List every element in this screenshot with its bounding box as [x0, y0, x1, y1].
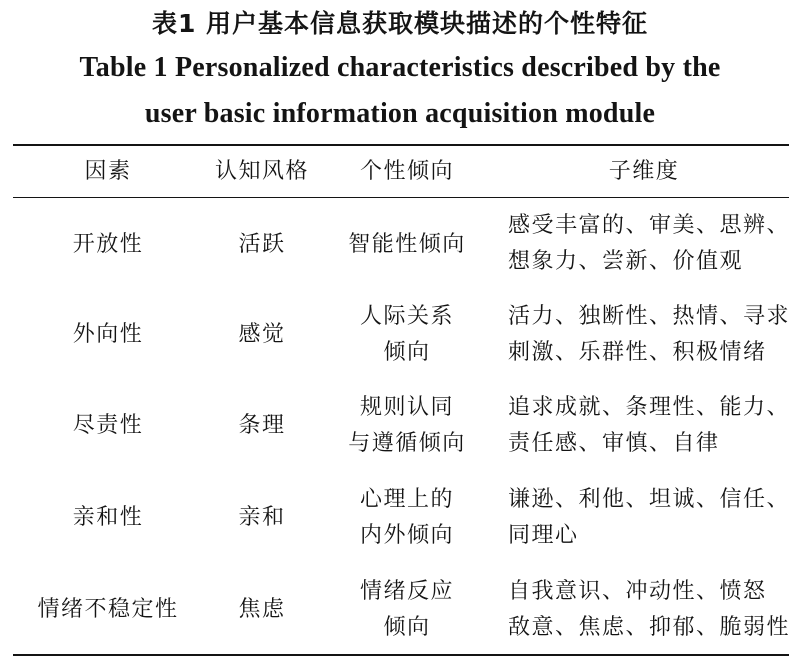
row-2-sub-line2: 刺激、乐群性、积极情绪: [508, 340, 767, 365]
row-2-sub-line1: 活力、独断性、热情、寻求: [508, 304, 791, 329]
row-1-sub-line2: 想象力、尝新、价值观: [508, 249, 744, 274]
row-5-sub-line1: 自我意识、冲动性、愤怒: [508, 579, 767, 604]
row-3-sub-line2: 责任感、审慎、自律: [508, 431, 720, 456]
row-3-style: 条理: [238, 413, 286, 438]
row-1-factor: 开放性: [72, 232, 144, 257]
row-2-tendency-line2: 倾向: [383, 340, 431, 365]
row-4-sub-line2: 同理心: [508, 523, 579, 548]
row-4-style: 亲和: [238, 505, 286, 530]
row-2-tendency-line1: 人际关系: [359, 304, 455, 329]
row-3-tendency-line2: 与遵循倾向: [348, 431, 466, 456]
row-4-sub-line1: 谦逊、利他、坦诚、信任、: [508, 487, 791, 512]
row-5-style: 焦虑: [238, 597, 286, 622]
table-header-rule: [13, 197, 789, 198]
header-cognitive-style: 认知风格: [214, 159, 310, 184]
row-2-factor: 外向性: [72, 322, 144, 347]
row-5-tendency-line1: 情绪反应: [359, 579, 455, 604]
row-1-tendency: 智能性倾向: [348, 232, 466, 257]
row-3-factor: 尽责性: [72, 413, 144, 438]
row-5-factor: 情绪不稳定性: [37, 597, 179, 622]
row-2-style: 感觉: [238, 322, 286, 347]
row-1-sub-line1: 感受丰富的、审美、思辨、: [508, 213, 791, 238]
row-4-factor: 亲和性: [72, 505, 144, 530]
row-4-tendency-line1: 心理上的: [359, 487, 455, 512]
row-5-tendency-line2: 倾向: [383, 615, 431, 640]
header-sub-dimension: 子维度: [608, 159, 680, 184]
table-bottom-rule: [13, 654, 789, 656]
row-3-tendency-line1: 规则认同: [359, 395, 455, 420]
table-caption-english-line1: Table 1 Personalized characteristics described by the: [79, 52, 721, 83]
table-caption-english-line2: user basic information acquisition module: [144, 98, 656, 129]
row-1-style: 活跃: [238, 232, 286, 257]
row-5-sub-line2: 敌意、焦虑、抑郁、脆弱性: [508, 615, 791, 640]
row-3-sub-line1: 追求成就、条理性、能力、: [508, 395, 791, 420]
header-personality-tendency: 个性倾向: [359, 159, 455, 184]
row-4-tendency-line2: 内外倾向: [359, 523, 455, 548]
table-top-rule: [13, 144, 789, 146]
header-factor: 因素: [84, 159, 132, 184]
table-caption-chinese: 表1 用户基本信息获取模块描述的个性特征: [151, 9, 649, 38]
